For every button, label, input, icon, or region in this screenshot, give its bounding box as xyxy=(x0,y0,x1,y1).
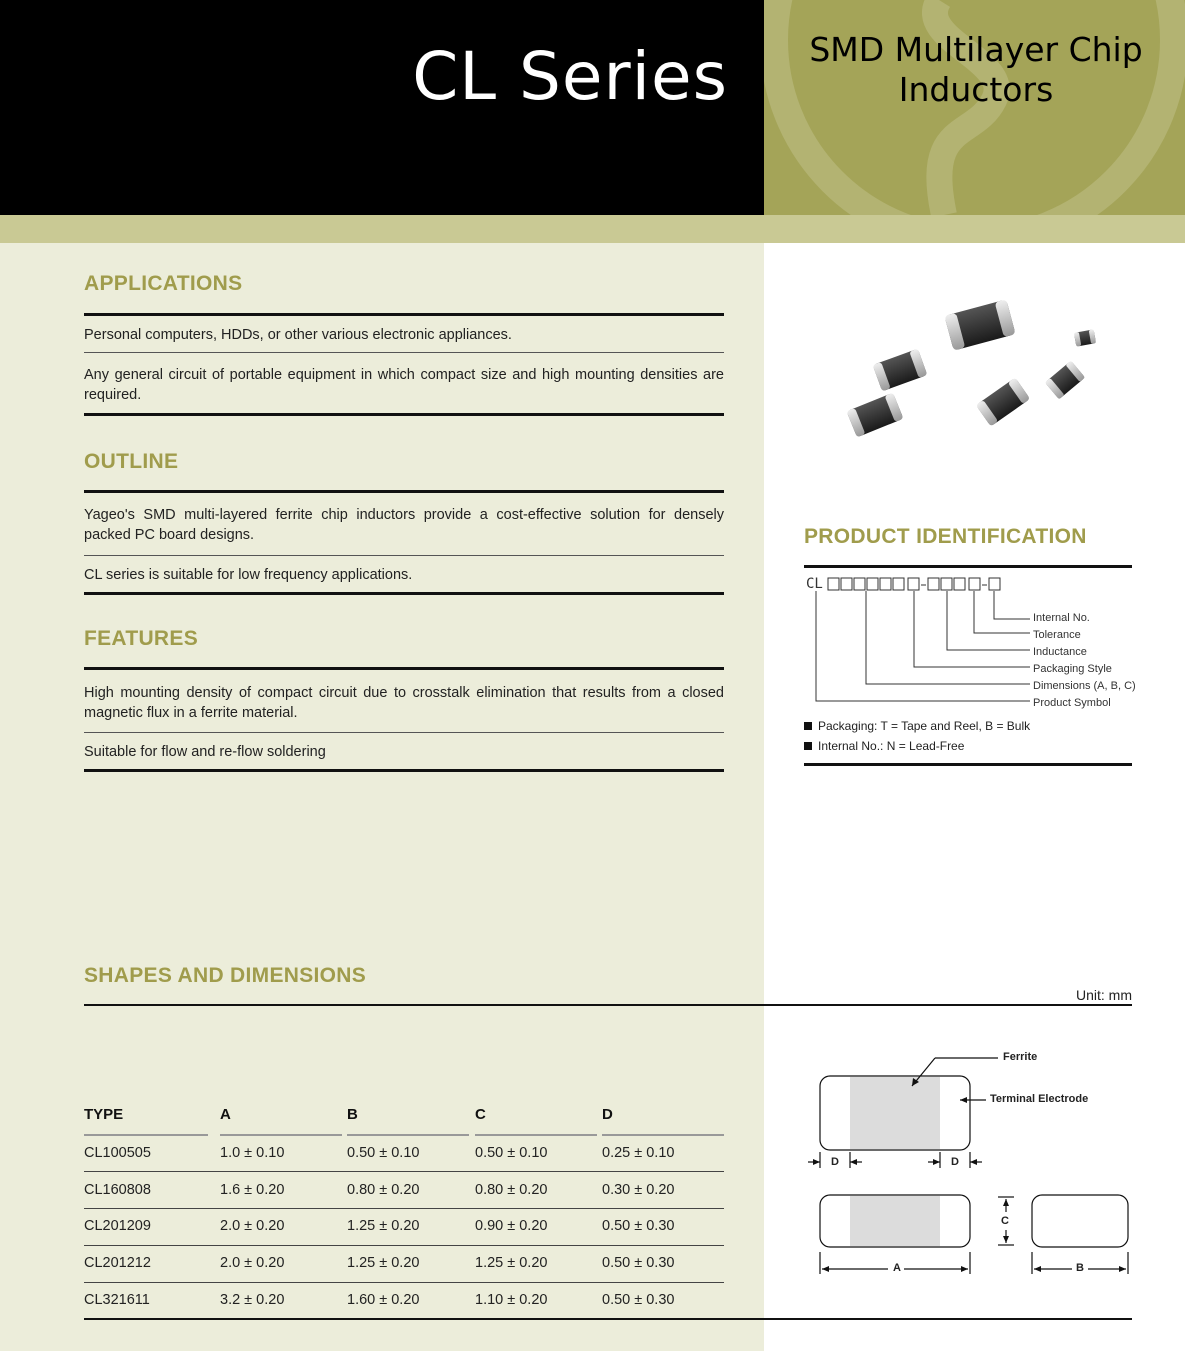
pid-label-packaging-style: Packaging Style xyxy=(1033,663,1112,675)
table-cell: 1.60 ± 0.20 xyxy=(347,1292,420,1308)
divider xyxy=(602,1134,724,1136)
table-cell: CL201209 xyxy=(84,1218,151,1234)
table-cell: CL321611 xyxy=(84,1292,150,1308)
divider xyxy=(84,490,724,493)
divider xyxy=(804,565,1132,568)
pid-label-inductance: Inductance xyxy=(1033,646,1087,658)
table-cell: 0.50 ± 0.10 xyxy=(347,1145,420,1161)
divider xyxy=(84,1134,208,1136)
divider xyxy=(84,1245,724,1246)
table-cell: 0.30 ± 0.20 xyxy=(602,1182,675,1198)
applications-item-2: Any general circuit of portable equipment in which compact size and high mounting densities are required. xyxy=(84,367,724,403)
dim-b-label: B xyxy=(1076,1262,1084,1274)
dimension-diagram xyxy=(800,1040,1140,1280)
part-code-prefix: CL xyxy=(806,576,823,592)
subtitle-line-1: SMD Multilayer Chip xyxy=(809,30,1143,69)
table-cell: 0.90 ± 0.20 xyxy=(475,1218,548,1234)
part-number-diagram xyxy=(804,574,1134,714)
divider xyxy=(84,1282,724,1283)
table-cell: 1.25 ± 0.20 xyxy=(347,1218,420,1234)
table-cell: 1.25 ± 0.20 xyxy=(347,1255,420,1271)
table-cell: 0.50 ± 0.30 xyxy=(602,1218,675,1234)
table-cell: 0.80 ± 0.20 xyxy=(475,1182,548,1198)
divider xyxy=(84,667,724,670)
table-cell: 2.0 ± 0.20 xyxy=(220,1255,285,1271)
table-cell: 1.0 ± 0.10 xyxy=(220,1145,285,1161)
pid-label-internal-no: Internal No. xyxy=(1033,612,1090,624)
divider xyxy=(84,769,724,772)
header-band xyxy=(0,215,1185,243)
table-cell: 0.25 ± 0.10 xyxy=(602,1145,675,1161)
shapes-title: SHAPES AND DIMENSIONS xyxy=(84,964,367,987)
ferrite-label: Ferrite xyxy=(1003,1051,1038,1063)
divider xyxy=(347,1134,469,1136)
pid-note-packaging xyxy=(804,719,1030,733)
table-cell: CL201212 xyxy=(84,1255,151,1271)
table-cell: 3.2 ± 0.20 xyxy=(220,1292,285,1308)
divider xyxy=(84,1004,1132,1006)
table-cell: 0.50 ± 0.30 xyxy=(602,1255,675,1271)
features-item-2: Suitable for flow and re-flow soldering xyxy=(84,744,326,760)
dim-c-label: C xyxy=(1001,1215,1009,1227)
page-title: CL Series xyxy=(412,38,728,115)
outline-item-1: Yageo's SMD multi-layered ferrite chip inductors provide a cost-effective solution for densely packed PC board designs. xyxy=(84,507,724,543)
dim-d-left-label: D xyxy=(831,1156,839,1168)
note-text: Packaging: T = Tape and Reel, B = Bulk xyxy=(818,719,1031,733)
pid-label-tolerance: Tolerance xyxy=(1033,629,1081,641)
table-header-d: D xyxy=(602,1106,613,1123)
features-title: FEATURES xyxy=(84,627,199,650)
page-subtitle xyxy=(784,30,1168,110)
bullet-icon xyxy=(804,722,812,730)
outline-item-2: CL series is suitable for low frequency applications. xyxy=(84,567,413,583)
divider xyxy=(84,1171,724,1172)
divider xyxy=(84,592,724,595)
table-cell: CL160808 xyxy=(84,1182,151,1198)
pid-label-product-symbol: Product Symbol xyxy=(1033,697,1111,709)
divider xyxy=(84,313,724,316)
table-cell: 2.0 ± 0.20 xyxy=(220,1218,285,1234)
outline-title: OUTLINE xyxy=(84,450,179,473)
applications-title: APPLICATIONS xyxy=(84,272,243,295)
divider xyxy=(84,352,724,353)
note-text: Internal No.: N = Lead-Free xyxy=(818,739,965,753)
dim-a-label: A xyxy=(893,1262,901,1274)
product-photo xyxy=(820,295,1120,455)
divider xyxy=(84,732,724,733)
table-cell: 0.80 ± 0.20 xyxy=(347,1182,420,1198)
divider xyxy=(804,763,1132,766)
table-cell: 0.50 ± 0.30 xyxy=(602,1292,675,1308)
pid-note-internal xyxy=(804,739,964,753)
applications-item-1: Personal computers, HDDs, or other various electronic appliances. xyxy=(84,327,512,343)
divider xyxy=(475,1134,597,1136)
table-cell: 1.25 ± 0.20 xyxy=(475,1255,548,1271)
divider xyxy=(84,1318,1132,1320)
features-item-1: High mounting density of compact circuit due to crosstalk elimination that results from a closed magnetic flux in a ferrite material. xyxy=(84,685,724,721)
table-header-a: A xyxy=(220,1106,231,1123)
terminal-electrode-label: Terminal Electrode xyxy=(990,1093,1089,1105)
divider xyxy=(220,1134,342,1136)
table-header-type: TYPE xyxy=(84,1106,124,1123)
bullet-icon xyxy=(804,742,812,750)
divider xyxy=(84,413,724,416)
pid-label-dimensions: Dimensions (A, B, C) xyxy=(1033,680,1136,692)
table-cell: 0.50 ± 0.10 xyxy=(475,1145,548,1161)
divider xyxy=(84,555,724,556)
product-identification-title: PRODUCT IDENTIFICATION xyxy=(804,525,1087,548)
subtitle-line-2: Inductors xyxy=(898,70,1054,109)
divider xyxy=(84,1208,724,1209)
table-cell: 1.10 ± 0.20 xyxy=(475,1292,548,1308)
table-header-c: C xyxy=(475,1106,486,1123)
table-cell: CL100505 xyxy=(84,1145,151,1161)
table-cell: 1.6 ± 0.20 xyxy=(220,1182,285,1198)
unit-label: Unit: mm xyxy=(1076,987,1132,1003)
dim-d-right-label: D xyxy=(951,1156,959,1168)
table-header-b: B xyxy=(347,1106,358,1123)
